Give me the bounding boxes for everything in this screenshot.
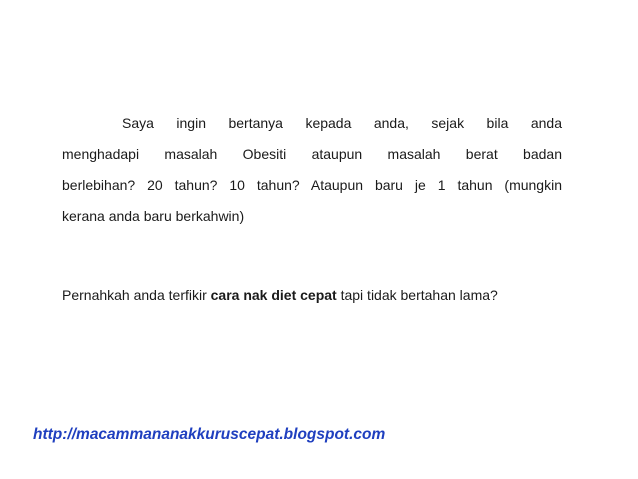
question-text [62, 280, 582, 311]
paragraph-line-4: kerana anda baru berkahwin) [62, 208, 245, 224]
paragraph-line-3: berlebihan? 20 tahun? 10 tahun? Ataupun baru je 1 tahun (mungkin [62, 177, 562, 193]
question-before: Pernahkah anda terfikir [62, 287, 211, 303]
paragraph-line-1: Saya ingin bertanya kepada anda, sejak bila anda [122, 115, 562, 131]
blog-link[interactable]: http://macammananakkuruscepat.blogspot.com [33, 426, 386, 443]
question-after: tapi tidak bertahan lama? [336, 287, 498, 303]
paragraph-line-2: menghadapi masalah Obesiti ataupun masalah berat badan [62, 146, 562, 162]
intro-paragraph [62, 108, 562, 232]
question-bold-phrase: cara nak diet cepat [210, 287, 337, 303]
